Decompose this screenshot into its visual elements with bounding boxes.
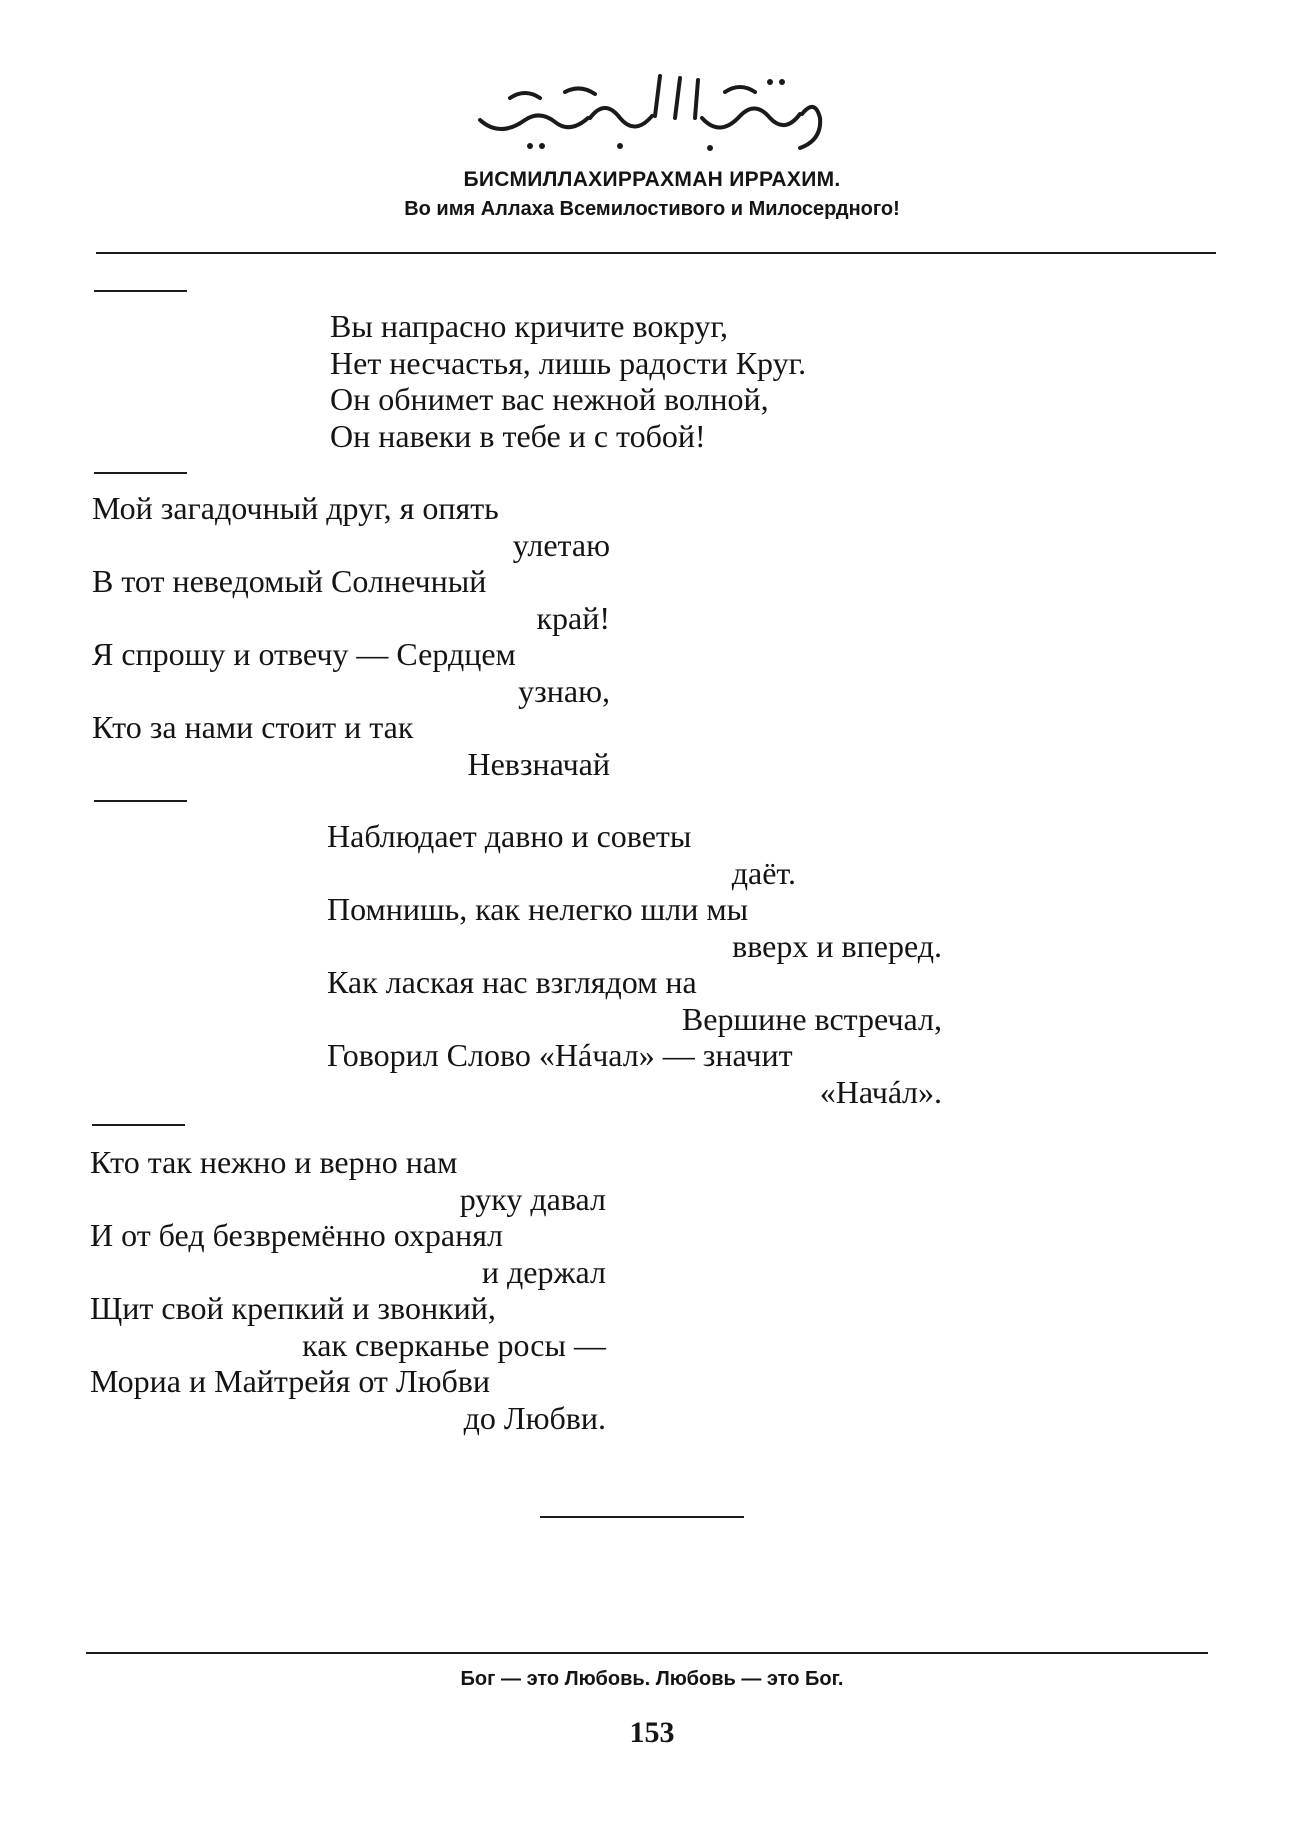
- poem-line: Он навеки в тебе и с тобой!: [330, 418, 706, 454]
- header-divider: [96, 252, 1216, 254]
- poem-line: Мориа и Майтрейя от Любви: [90, 1363, 490, 1399]
- poem-line: как сверканье росы —: [302, 1327, 606, 1363]
- poem-line: улетаю: [512, 527, 610, 563]
- poem-line: руку давал: [459, 1181, 606, 1217]
- poem-line: Кто за нами стоит и так: [92, 709, 414, 745]
- poem-line: и держал: [481, 1254, 606, 1290]
- poem-line: Нет несчастья, лишь радости Круг.: [330, 345, 807, 381]
- stanza-separator: [94, 290, 187, 292]
- stanza-separator: [94, 472, 187, 474]
- header-subtitle: Во имя Аллаха Всемилостивого и Милосердного!: [404, 198, 900, 220]
- poem-line: Мой загадочный друг, я опять: [92, 490, 499, 526]
- poem-line: Говорил Слово «Нáчал» — значит: [327, 1037, 793, 1073]
- poem-line: Наблюдает давно и советы: [327, 818, 692, 854]
- poem-line: Вы напрасно кричите вокруг,: [330, 308, 729, 344]
- poem-line: Я спрошу и отвечу — Сердцем: [92, 636, 516, 672]
- footer-divider: [86, 1652, 1208, 1654]
- poem-line: вверх и вперед.: [732, 928, 942, 964]
- poem-line: до Любви.: [463, 1400, 606, 1436]
- poem-line: «Начáл».: [819, 1074, 942, 1110]
- poem-line: Кто так нежно и верно нам: [90, 1144, 458, 1180]
- poem-line: Он обнимет вас нежной волной,: [330, 381, 769, 417]
- poem-line: узнаю,: [518, 673, 610, 709]
- poem-line: Щит свой крепкий и звонкий,: [90, 1290, 496, 1326]
- poem-line: край!: [536, 600, 610, 636]
- poem-line: Как лаская нас взглядом на: [327, 964, 697, 1000]
- poem-line: Помнишь, как нелегко шли мы: [327, 891, 749, 927]
- poem-line: В тот неведомый Солнечный: [92, 563, 487, 599]
- poem-line: И от бед безвремённо охранял: [90, 1217, 503, 1253]
- bismillah-calligraphy: [470, 58, 830, 158]
- page-number: 153: [629, 1716, 675, 1749]
- footer-motto: Бог — это Любовь. Любовь — это Бог.: [460, 1668, 844, 1690]
- stanza-separator: [92, 1124, 185, 1126]
- header-title: БИСМИЛЛАХИРРАХМАН ИРРАХИМ.: [463, 168, 841, 191]
- stanza-separator: [94, 800, 187, 802]
- poem-line: даёт.: [731, 855, 796, 891]
- poem-line: Вершине встречал,: [681, 1001, 942, 1037]
- poem-line: Невзначай: [467, 746, 610, 782]
- calligraphy-emblem: [470, 58, 830, 158]
- poem-end-rule: [540, 1516, 744, 1518]
